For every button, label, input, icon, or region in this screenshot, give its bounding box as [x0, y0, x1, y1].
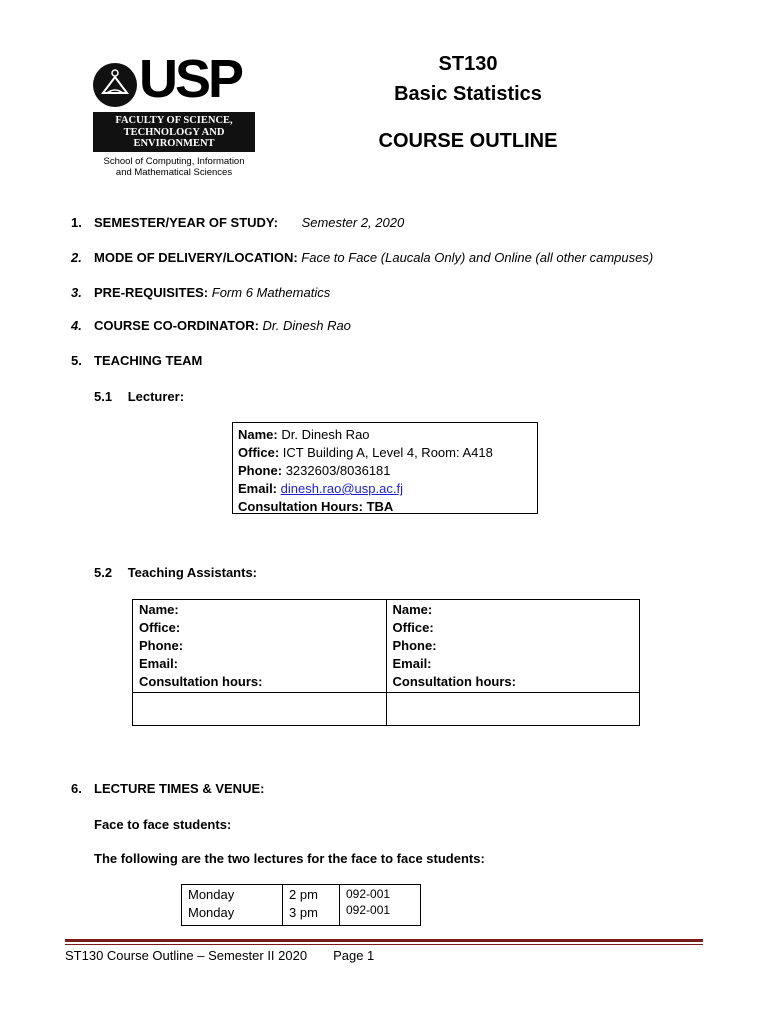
field-label: Phone: — [392, 638, 437, 653]
subsection-number: 5.2 — [94, 565, 113, 580]
field-label: Email: — [238, 481, 278, 496]
item-number: 2. — [71, 250, 82, 265]
subsection-label: Teaching Assistants: — [127, 565, 258, 580]
face-to-face-heading: Face to face students: — [94, 817, 232, 832]
item-delivery — [94, 250, 653, 265]
lecture-time: 2 pm — [289, 887, 318, 902]
lecturer-consult-row — [238, 498, 532, 516]
lecture-venue: 092-001 — [346, 903, 391, 917]
faculty-band — [93, 112, 255, 152]
item-label: PRE-REQUISITES: — [94, 285, 209, 300]
field-label: Name: — [392, 602, 433, 617]
subsection-label: Lecturer: — [127, 389, 185, 404]
course-name: Basic Statistics — [394, 83, 542, 105]
item-teaching-team: TEACHING TEAM — [94, 353, 203, 368]
lecturer-name: Dr. Dinesh Rao — [281, 427, 370, 442]
faculty-line: ENVIRONMENT — [133, 138, 215, 149]
item-prereq — [94, 285, 330, 300]
field-label: Phone: — [139, 638, 184, 653]
lecturer-phone-row — [238, 462, 532, 480]
field-label: Email: — [139, 656, 179, 671]
course-code: ST130 — [438, 53, 498, 75]
logo-wordmark: USP — [139, 49, 242, 109]
school-name — [93, 156, 255, 178]
footer-rule — [65, 944, 703, 945]
faculty-line: FACULTY OF SCIENCE, — [115, 115, 233, 126]
item-value: Semester 2, 2020 — [301, 215, 405, 230]
field-label: Name: — [139, 602, 179, 617]
item-number: 1. — [71, 215, 82, 230]
field-label: Phone: — [238, 463, 283, 478]
page-number: Page 1 — [333, 948, 375, 963]
subsection-tas — [94, 565, 257, 580]
lecture-time: 3 pm — [289, 905, 318, 920]
ta-cell — [133, 600, 387, 693]
table-row — [133, 693, 640, 726]
item-label: SEMESTER/YEAR OF STUDY: — [94, 215, 278, 230]
field-label: Office: — [238, 445, 280, 460]
item-semester — [94, 215, 404, 230]
footer-rule — [65, 939, 703, 942]
item-value: Dr. Dinesh Rao — [262, 318, 351, 333]
field-label: Consultation Hours: — [238, 499, 363, 514]
lecturer-email-link[interactable]: dinesh.rao@usp.ac.fj — [280, 481, 403, 496]
item-number: 6. — [71, 781, 82, 796]
lecturer-office-row — [238, 444, 532, 462]
field-label: Email: — [392, 656, 432, 671]
field-label: Office: — [139, 620, 181, 635]
ta-empty-cell — [386, 693, 640, 726]
item-value: Face to Face (Laucala Only) and Online (all other campuses) — [301, 250, 654, 265]
table-row — [133, 600, 640, 693]
lecture-venue: 092-001 — [346, 887, 391, 901]
lecture-times — [283, 885, 340, 926]
lecture-day: Monday — [188, 887, 235, 902]
faculty-line: TECHNOLOGY AND — [123, 126, 225, 138]
item-lecture-times: LECTURE TIMES & VENUE: — [94, 781, 265, 796]
footer — [65, 948, 374, 963]
lecturer-name-row — [238, 426, 532, 444]
doc-title: COURSE OUTLINE — [378, 130, 558, 152]
lecturer-phone: 3232603/8036181 — [285, 463, 391, 478]
usp-logo — [93, 49, 255, 180]
lecture-intro: The following are the two lectures for the face to face students: — [94, 851, 485, 866]
item-number: 3. — [71, 285, 82, 300]
footer-title: ST130 Course Outline – Semester II 2020 — [65, 948, 308, 963]
lecture-venues — [340, 885, 421, 926]
usp-emblem-icon — [93, 63, 137, 107]
lecturer-email-row — [238, 480, 532, 498]
item-label: COURSE CO-ORDINATOR: — [94, 318, 259, 333]
item-label: MODE OF DELIVERY/LOCATION: — [94, 250, 298, 265]
lecture-day: Monday — [188, 905, 235, 920]
item-value: Form 6 Mathematics — [211, 285, 331, 300]
lecture-table — [181, 884, 421, 926]
school-line: School of Computing, Information — [103, 156, 245, 167]
subsection-number: 5.1 — [94, 389, 113, 404]
table-row — [182, 885, 421, 926]
field-label: Name: — [238, 427, 278, 442]
lecture-days — [182, 885, 283, 926]
lecturer-consult: TBA — [366, 499, 394, 514]
ta-table — [132, 599, 640, 726]
subsection-lecturer — [94, 389, 184, 404]
field-label: Office: — [392, 620, 434, 635]
item-number: 4. — [71, 318, 82, 333]
lecturer-box — [232, 422, 538, 514]
ta-cell — [386, 600, 640, 693]
ta-empty-cell — [133, 693, 387, 726]
field-label: Consultation hours: — [139, 674, 263, 689]
lecturer-office: ICT Building A, Level 4, Room: A418 — [282, 445, 493, 460]
item-number: 5. — [71, 353, 82, 368]
school-line: and Mathematical Sciences — [115, 167, 233, 178]
field-label: Consultation hours: — [392, 674, 516, 689]
item-coordinator — [94, 318, 351, 333]
